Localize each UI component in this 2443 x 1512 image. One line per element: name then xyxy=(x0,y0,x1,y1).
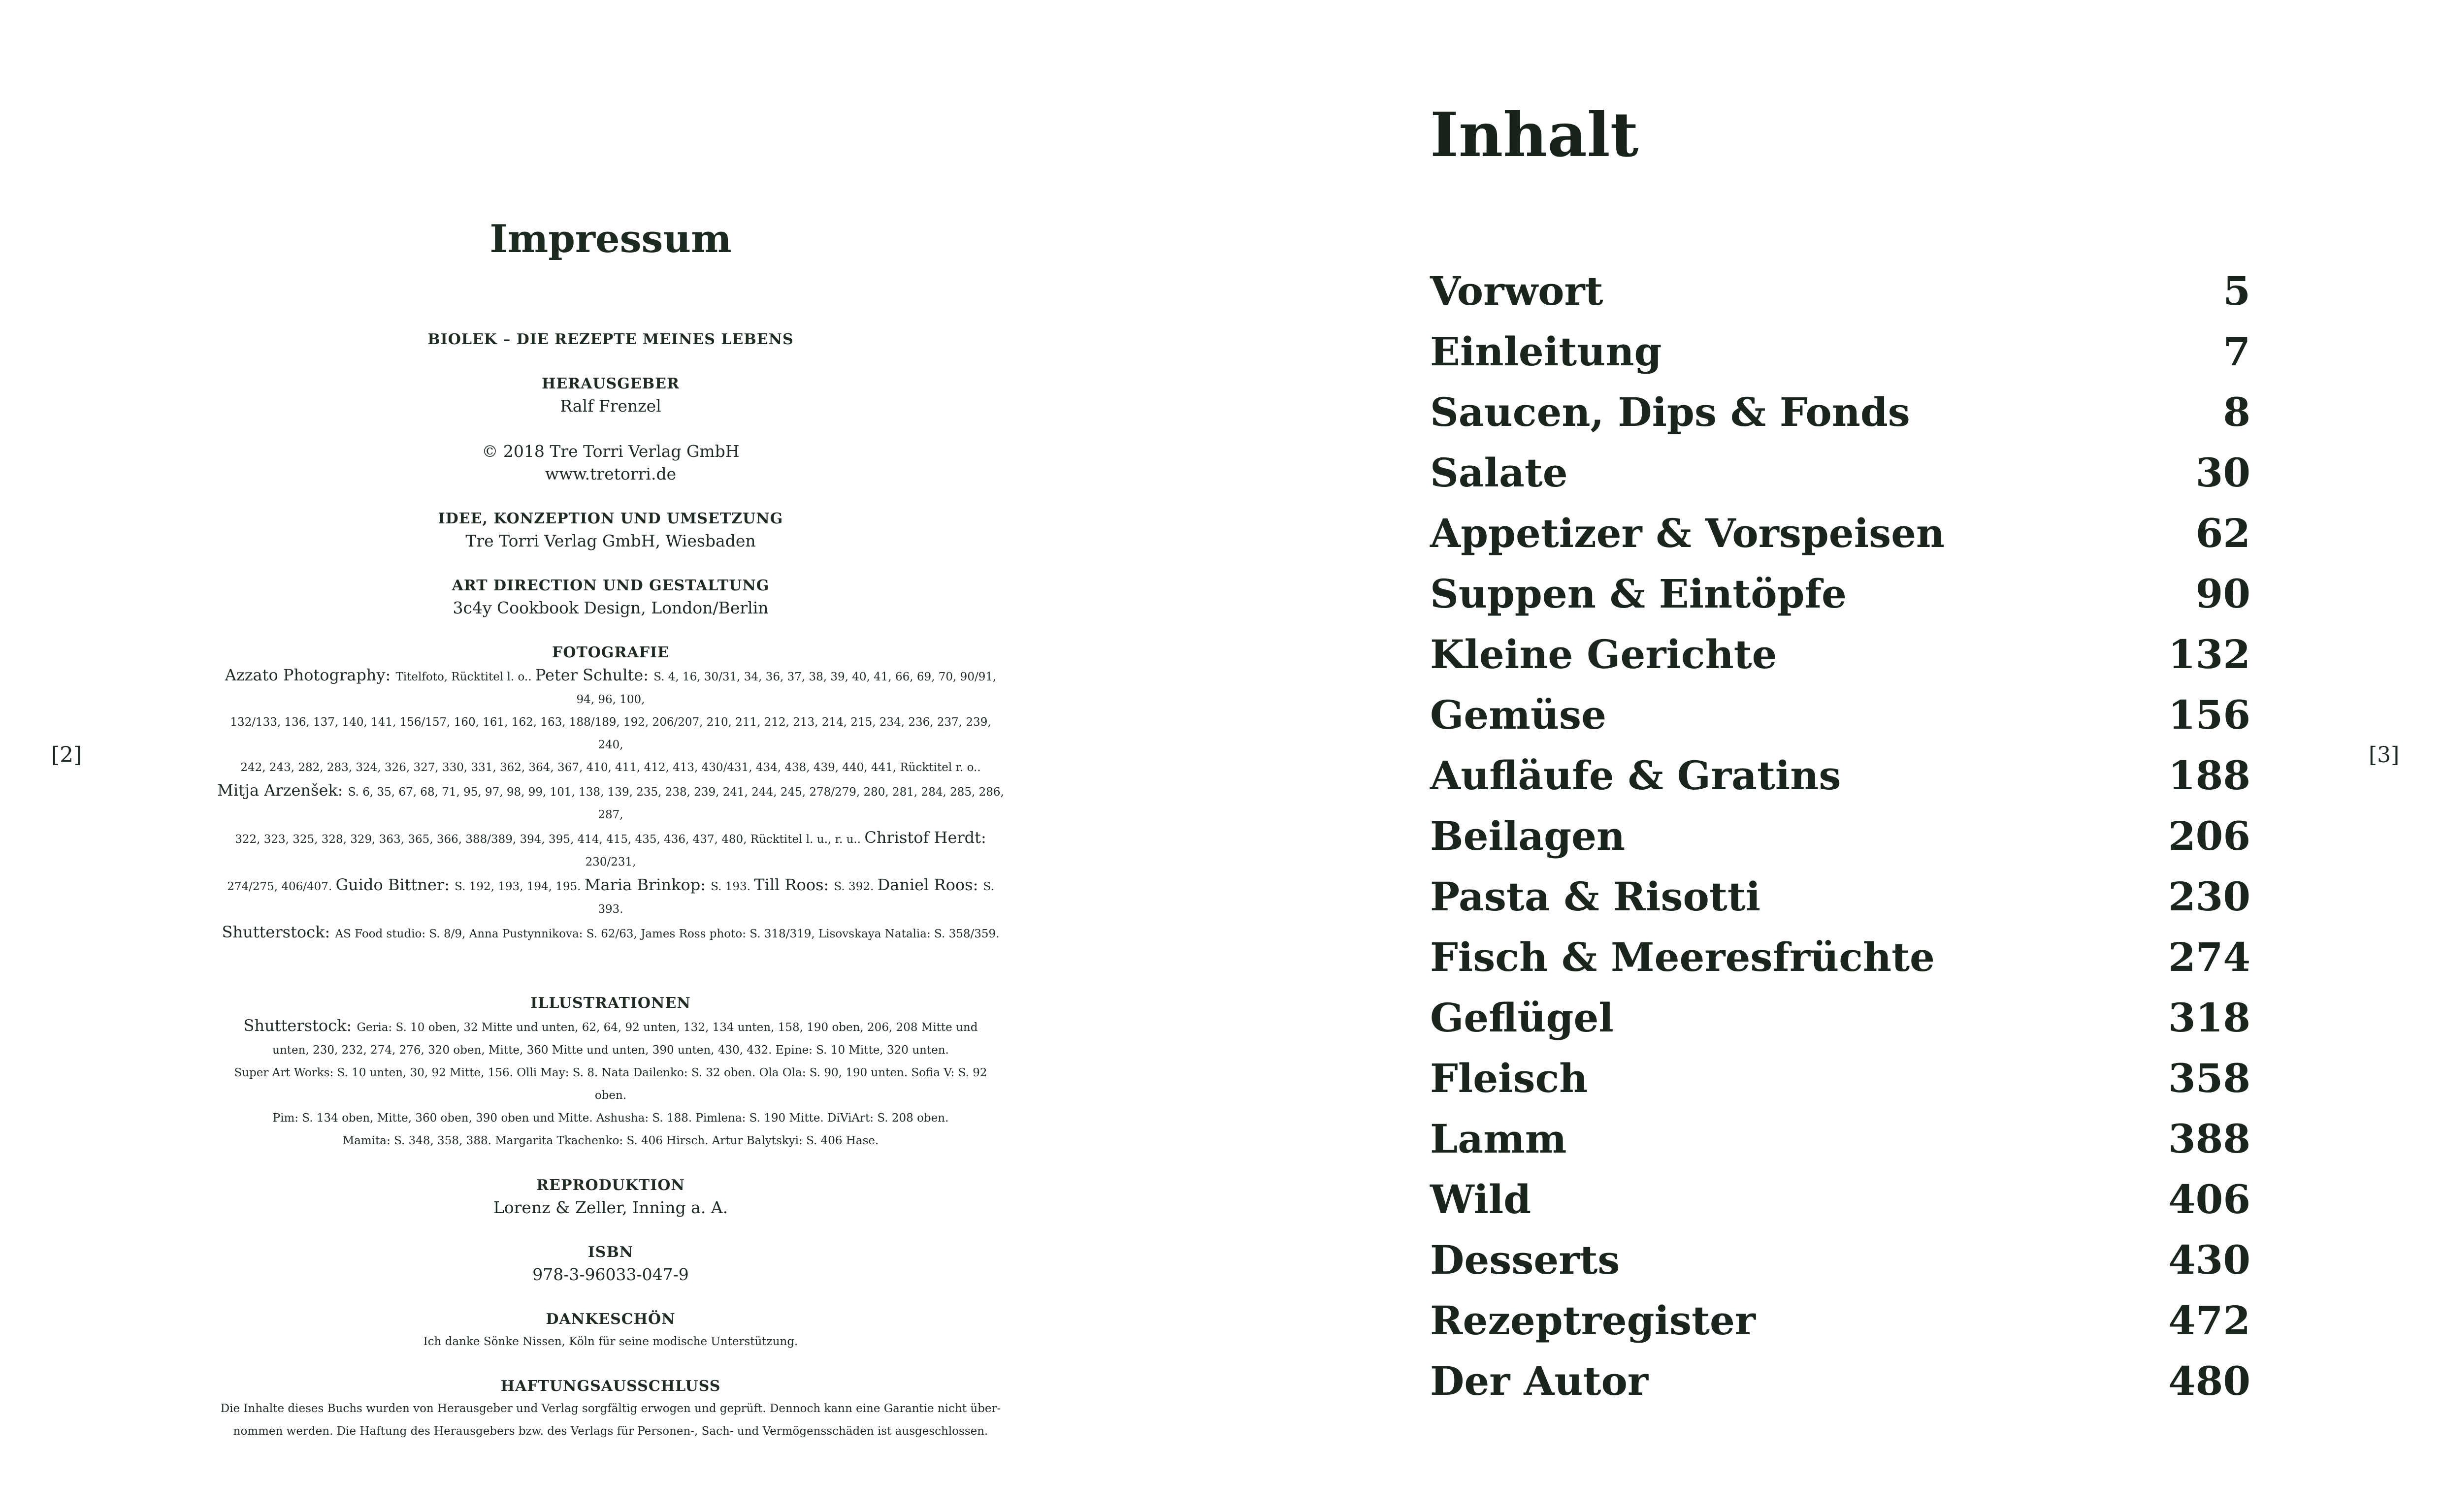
toc-entry[interactable] xyxy=(1430,1351,2250,1412)
left-page xyxy=(0,0,1221,1512)
toc-entry[interactable] xyxy=(1430,1230,2250,1290)
idee-heading: IDEE, KONZEPTION UND UMSETZUNG xyxy=(438,510,783,527)
toc-entry[interactable] xyxy=(1430,1290,2250,1351)
credit-line xyxy=(217,1062,1005,1107)
toc-entry-label: Geflügel xyxy=(1430,995,1614,1041)
credit-name: Daniel Roos: xyxy=(877,875,983,894)
toc-entry[interactable] xyxy=(1430,988,2250,1048)
haftung-line: Die Inhalte dieses Buchs wurden von Herausgeber und Verlag sorgfältig erwogen und geprüft. Dennoch kann eine Garantie nicht über- xyxy=(220,1402,1001,1415)
dankeschoen-heading: DANKESCHÖN xyxy=(546,1311,676,1328)
haftung-heading: HAFTUNGSAUSSCHLUSS xyxy=(500,1378,721,1395)
website-line: www.tretorri.de xyxy=(545,464,677,483)
isbn-value: 978-3-96033-047-9 xyxy=(532,1265,689,1284)
toc-entry[interactable] xyxy=(1430,685,2250,745)
idee-value: Tre Torri Verlag GmbH, Wiesbaden xyxy=(465,531,756,550)
reproduktion-heading: REPRODUKTION xyxy=(536,1177,685,1194)
toc-entry-label: Kleine Gerichte xyxy=(1430,631,1777,677)
credit-name: Azzato Photography: xyxy=(225,666,396,684)
book-title: BIOLEK – DIE REZEPTE MEINES LEBENS xyxy=(427,331,794,348)
credit-detail: 274/275, 406/407. xyxy=(227,880,336,893)
toc-entry[interactable] xyxy=(1430,1169,2250,1230)
toc-entry-page: 430 xyxy=(2168,1237,2250,1283)
toc-entry[interactable] xyxy=(1430,867,2250,927)
credit-detail: Geria: S. 10 oben, 32 Mitte und unten, 62, 64, 92 unten, 132, 134 unten, 158, 190 oben, 206, 208 Mitte und xyxy=(357,1021,978,1034)
page-number-left: [2] xyxy=(51,742,82,768)
credit-detail: S. 392. xyxy=(834,880,878,893)
impressum-body xyxy=(217,329,1005,1465)
toc-entry[interactable] xyxy=(1430,624,2250,685)
credit-detail: Mamita: S. 348, 358, 388. Margarita Tkachenko: S. 406 Hirsch. Artur Balytskyi: S. 406 Hase. xyxy=(342,1134,879,1147)
credit-detail: S. 393. xyxy=(598,880,994,916)
toc-entry-page: 132 xyxy=(2168,631,2250,677)
toc-entry-page: 8 xyxy=(2223,389,2250,435)
toc-entry-page: 7 xyxy=(2223,328,2250,375)
toc-entry-label: Beilagen xyxy=(1430,813,1626,859)
credit-detail: AS Food studio: S. 8/9, Anna Pustynnikova: S. 62/63, James Ross photo: S. 318/319, Lisovskaya Natalia: S. 358/359. xyxy=(335,928,1000,940)
credit-name: Maria Brinkop: xyxy=(584,875,711,894)
toc-entry-label: Pasta & Risotti xyxy=(1430,873,1761,920)
credit-name: Guido Bittner: xyxy=(335,875,455,894)
fotografie-heading: FOTOGRAFIE xyxy=(552,644,669,661)
credit-line xyxy=(217,1014,1005,1039)
credit-line xyxy=(217,873,1005,921)
credit-line xyxy=(217,756,1005,779)
credit-line xyxy=(217,1107,1005,1129)
credit-detail: 322, 323, 325, 328, 329, 363, 365, 366, 388/389, 394, 395, 414, 415, 435, 436, 437, 480, Rücktitel l. u., r. u.. xyxy=(235,833,865,846)
reproduktion-value: Lorenz & Zeller, Inning a. A. xyxy=(493,1198,728,1217)
credit-line xyxy=(217,1129,1005,1152)
credit-line xyxy=(217,779,1005,826)
toc-entry-label: Einleitung xyxy=(1430,328,1662,375)
toc-title: Inhalt xyxy=(1430,99,1639,171)
toc-entry-page: 5 xyxy=(2223,268,2250,314)
illustrationen-heading: ILLUSTRATIONEN xyxy=(530,995,691,1012)
toc-entry[interactable] xyxy=(1430,322,2250,382)
credit-line xyxy=(217,1039,1005,1062)
credit-detail: 242, 243, 282, 283, 324, 326, 327, 330, 331, 362, 364, 367, 410, 411, 412, 413, 430/431, 434, 438, 439, 440, 441, Rücktitel r. o.. xyxy=(240,761,981,774)
credit-detail: 230/231, xyxy=(585,856,636,869)
credit-line xyxy=(217,664,1005,711)
toc-entry-page: 62 xyxy=(2195,510,2250,556)
table-of-contents xyxy=(1430,261,2250,1412)
toc-entry[interactable] xyxy=(1430,1109,2250,1169)
credit-detail: S. 6, 35, 67, 68, 71, 95, 97, 98, 99, 101, 138, 139, 235, 238, 239, 241, 244, 245, 278/279, 280, 281, 284, 285, 286, 287, xyxy=(348,786,1004,821)
herausgeber-value: Ralf Frenzel xyxy=(560,396,661,416)
toc-entry[interactable] xyxy=(1430,806,2250,867)
toc-entry-page: 90 xyxy=(2195,571,2250,617)
toc-entry[interactable] xyxy=(1430,927,2250,988)
toc-entry[interactable] xyxy=(1430,443,2250,503)
toc-entry-label: Salate xyxy=(1430,450,1568,496)
haftung-line: nommen werden. Die Haftung des Herausgebers bzw. des Verlags für Personen-, Sach- und Vermögensschäden ist ausgeschlossen. xyxy=(233,1425,988,1438)
credit-name: Shutterstock: xyxy=(222,923,335,941)
toc-entry-page: 472 xyxy=(2168,1297,2250,1344)
toc-entry[interactable] xyxy=(1430,382,2250,443)
copyright-line: © 2018 Tre Torri Verlag GmbH xyxy=(482,442,740,461)
toc-entry-label: Aufläufe & Gratins xyxy=(1430,752,1841,799)
page-number-right: [3] xyxy=(2369,742,2400,768)
toc-entry-label: Lamm xyxy=(1430,1116,1567,1162)
toc-entry[interactable] xyxy=(1430,564,2250,624)
toc-entry-label: Wild xyxy=(1430,1176,1531,1222)
toc-entry-page: 406 xyxy=(2168,1176,2250,1222)
toc-entry-label: Fisch & Meeresfrüchte xyxy=(1430,934,1935,980)
toc-entry-label: Saucen, Dips & Fonds xyxy=(1430,389,1910,435)
credit-detail: Super Art Works: S. 10 unten, 30, 92 Mitte, 156. Olli May: S. 8. Nata Dailenko: S. 32 oben. Ola Ola: S. 90, 190 unten. Sofia V: S. 92 oben. xyxy=(234,1066,987,1102)
dankeschoen-value: Ich danke Sönke Nissen, Köln für seine modische Unterstützung. xyxy=(423,1335,798,1348)
credit-detail: Titelfoto, Rücktitel l. o.. xyxy=(395,671,535,683)
illustrationen-credits xyxy=(217,1014,1005,1152)
toc-entry-page: 358 xyxy=(2168,1055,2250,1101)
credit-line xyxy=(217,826,1005,873)
credit-detail: S. 193. xyxy=(711,880,754,893)
toc-entry[interactable] xyxy=(1430,503,2250,564)
toc-entry-label: Fleisch xyxy=(1430,1055,1588,1101)
credit-line xyxy=(217,921,1005,945)
toc-entry-page: 188 xyxy=(2168,752,2250,799)
credit-name: Till Roos: xyxy=(754,875,834,894)
credit-detail: unten, 230, 232, 274, 276, 320 oben, Mitte, 360 Mitte und unten, 390 unten, 430, 432. Epine: S. 10 Mitte, 320 unten. xyxy=(272,1044,949,1057)
fotografie-credits xyxy=(217,664,1005,945)
art-direction-heading: ART DIRECTION UND GESTALTUNG xyxy=(452,577,770,594)
toc-entry-page: 274 xyxy=(2168,934,2250,980)
toc-entry-label: Der Autor xyxy=(1430,1358,1648,1404)
credit-detail: S. 192, 193, 194, 195. xyxy=(455,880,585,893)
toc-entry-label: Suppen & Eintöpfe xyxy=(1430,571,1847,617)
toc-entry-page: 30 xyxy=(2195,450,2250,496)
isbn-heading: ISBN xyxy=(587,1244,634,1261)
impressum-title: Impressum xyxy=(489,217,732,261)
toc-entry[interactable] xyxy=(1430,745,2250,806)
toc-entry-page: 206 xyxy=(2168,813,2250,859)
toc-entry-label: Appetizer & Vorspeisen xyxy=(1430,510,1945,556)
credit-line xyxy=(217,711,1005,756)
toc-entry-label: Rezeptregister xyxy=(1430,1297,1756,1344)
toc-entry-page: 230 xyxy=(2168,873,2250,920)
toc-entry-label: Gemüse xyxy=(1430,692,1606,738)
toc-entry-page: 156 xyxy=(2168,692,2250,738)
credit-name: Shutterstock: xyxy=(243,1016,357,1035)
art-direction-value: 3c4y Cookbook Design, London/Berlin xyxy=(453,598,769,617)
credit-name: Peter Schulte: xyxy=(535,666,654,684)
toc-entry[interactable] xyxy=(1430,261,2250,322)
herausgeber-heading: HERAUSGEBER xyxy=(542,375,680,392)
toc-entry-label: Vorwort xyxy=(1430,268,1603,314)
credit-name: Christof Herdt: xyxy=(864,828,986,847)
toc-entry-page: 388 xyxy=(2168,1116,2250,1162)
credit-name: Mitja Arzenšek: xyxy=(217,781,348,800)
credit-detail: Pim: S. 134 oben, Mitte, 360 oben, 390 oben und Mitte. Ashusha: S. 188. Pimlena: S. 190 Mitte. DiViArt: S. 208 oben. xyxy=(272,1112,949,1125)
toc-entry-label: Desserts xyxy=(1430,1237,1620,1283)
toc-entry-page: 318 xyxy=(2168,995,2250,1041)
credit-detail: 132/133, 136, 137, 140, 141, 156/157, 160, 161, 162, 163, 188/189, 192, 206/207, 210, 211, 212, 213, 214, 215, 234, 236, 237, 239, 240, xyxy=(230,716,991,751)
credit-detail: S. 4, 16, 30/31, 34, 36, 37, 38, 39, 40, 41, 66, 69, 70, 90/91, 94, 96, 100, xyxy=(576,671,997,706)
toc-entry[interactable] xyxy=(1430,1048,2250,1109)
toc-entry-page: 480 xyxy=(2168,1358,2250,1404)
